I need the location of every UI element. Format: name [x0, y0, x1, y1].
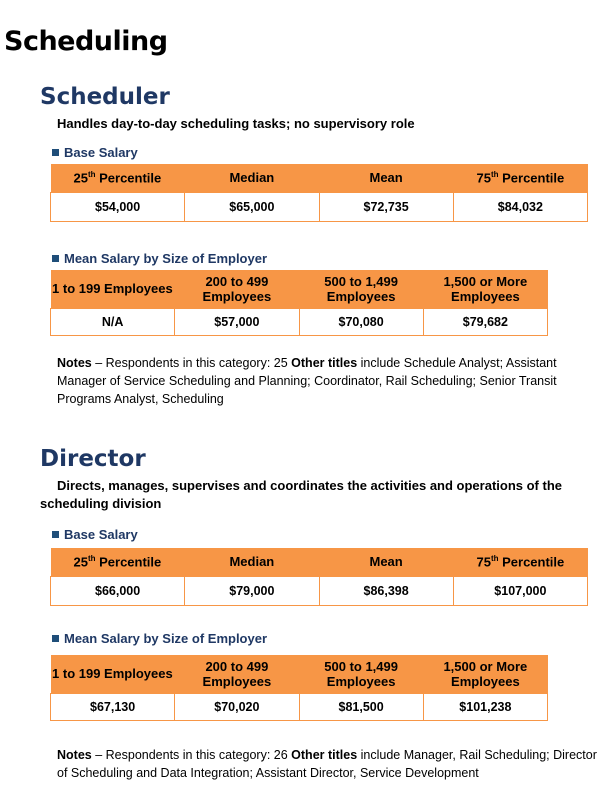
column-header-size: 1,500 or More Employees — [423, 655, 547, 693]
table-cell: $70,080 — [299, 308, 423, 335]
table-cell: $67,130 — [51, 693, 175, 720]
table-cell: $101,238 — [423, 693, 547, 720]
table-cell: $79,000 — [185, 576, 319, 605]
role-description-scheduler: Handles day-to-day scheduling tasks; no supervisory role — [57, 116, 415, 131]
table-cell: $65,000 — [185, 192, 319, 221]
base-salary-table — [50, 164, 588, 222]
table-cell: $107,000 — [453, 576, 587, 605]
table-cell: $66,000 — [51, 576, 185, 605]
base-salary-table — [50, 548, 588, 606]
mean-by-size-label: Mean Salary by Size of Employer — [52, 251, 267, 266]
base-salary-label: Base Salary — [52, 145, 138, 160]
size-salary-table — [50, 655, 548, 721]
column-header-size: 200 to 499 Employees — [175, 270, 299, 308]
column-header-p25: 25th Percentile — [51, 164, 185, 192]
table-cell: $70,020 — [175, 693, 299, 720]
page-title: Scheduling — [4, 26, 168, 57]
table-cell: $86,398 — [319, 576, 453, 605]
square-bullet-icon — [52, 255, 59, 262]
table-cell: $72,735 — [319, 192, 453, 221]
column-header-size: 500 to 1,499 Employees — [299, 270, 423, 308]
square-bullet-icon — [52, 531, 59, 538]
column-header-p75: 75th Percentile — [453, 548, 587, 576]
notes-director: Notes – Respondents in this category: 26 Other titles include Manager, Rail Scheduling; Director of Scheduling and Data Integration; Assistant Director, Service Development — [57, 748, 597, 780]
column-header-mean: Mean — [319, 164, 453, 192]
column-header-size: 1 to 199 Employees — [51, 270, 175, 308]
role-title-scheduler: Scheduler — [40, 84, 170, 110]
role-description-director: Directs, manages, supervises and coordinates the activities and operations of the scheduling division — [40, 478, 562, 511]
size-salary-table — [50, 270, 548, 336]
column-header-size: 1 to 199 Employees — [51, 655, 175, 693]
column-header-mean: Mean — [319, 548, 453, 576]
column-header-size: 200 to 499 Employees — [175, 655, 299, 693]
column-header-p25: 25th Percentile — [51, 548, 185, 576]
table-cell: $54,000 — [51, 192, 185, 221]
column-header-p75: 75th Percentile — [453, 164, 587, 192]
square-bullet-icon — [52, 149, 59, 156]
table-cell: $81,500 — [299, 693, 423, 720]
column-header-size: 500 to 1,499 Employees — [299, 655, 423, 693]
notes-scheduler: Notes – Respondents in this category: 25 Other titles include Schedule Analyst; Assistant Manager of Service Scheduling and Planning; Coordinator, Rail Scheduling; Senior Transit Programs Analyst, Scheduling — [57, 356, 557, 406]
column-header-median: Median — [185, 164, 319, 192]
table-cell: N/A — [51, 308, 175, 335]
role-title-director: Director — [40, 446, 146, 472]
column-header-size: 1,500 or More Employees — [423, 270, 547, 308]
mean-by-size-label: Mean Salary by Size of Employer — [52, 631, 267, 646]
base-salary-label: Base Salary — [52, 527, 138, 542]
table-cell: $84,032 — [453, 192, 587, 221]
square-bullet-icon — [52, 635, 59, 642]
table-cell: $57,000 — [175, 308, 299, 335]
table-cell: $79,682 — [423, 308, 547, 335]
column-header-median: Median — [185, 548, 319, 576]
